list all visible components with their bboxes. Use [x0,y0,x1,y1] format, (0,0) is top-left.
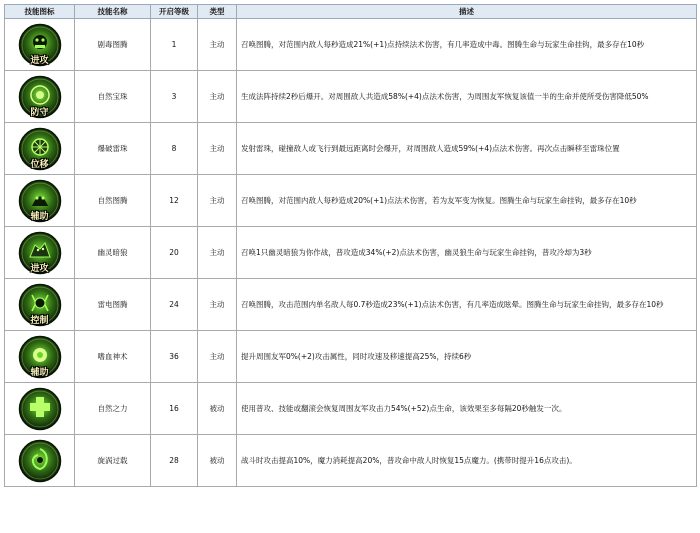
skill-level: 16 [151,383,198,435]
skill-category-badge: 辅助 [30,367,49,378]
skill-name: 自然宝珠 [75,71,151,123]
skill-name: 雷电图腾 [75,279,151,331]
skill-description: 召唤图腾，攻击范围内单名敌人每0.7秒造成23%(+1)点法术伤害，有几率造成眩晕。图腾生命与玩家生命挂钩，最多存在10秒 [237,279,697,331]
col-header-icon: 技能图标 [5,5,75,19]
skill-level: 36 [151,331,198,383]
skill-category-badge: 进攻 [30,55,49,66]
skill-name: 自然图腾 [75,175,151,227]
skill-level: 3 [151,71,198,123]
skill-level: 1 [151,19,198,71]
table-row [5,71,697,123]
skill-level: 20 [151,227,198,279]
nature-totem-icon [18,179,62,223]
skill-level: 24 [151,279,198,331]
col-header-desc: 描述 [237,5,697,19]
skill-name: 嗜血神术 [75,331,151,383]
skill-level: 12 [151,175,198,227]
skill-description: 战斗时攻击提高10%，魔力消耗提高20%，普攻命中敌人时恢复15点魔力。(携带时提升16点攻击)。 [237,435,697,487]
skill-category-badge: 位移 [30,159,49,170]
skill-type: 主动 [198,175,237,227]
skill-description: 使用普攻、技能或翻滚会恢复周围友军攻击力54%(+52)点生命，该效果至多每隔20秒触发一次。 [237,383,697,435]
col-header-level: 开启等级 [151,5,198,19]
skill-description: 提升周围友军0%(+2)攻击属性，同时攻速及移速提高25%，持续6秒 [237,331,697,383]
bloodlust-icon [18,335,62,379]
table-row [5,279,697,331]
skill-type: 主动 [198,331,237,383]
nature-power-icon [18,387,62,431]
skill-type: 被动 [198,383,237,435]
skill-type: 主动 [198,227,237,279]
skill-name: 爆破雷珠 [75,123,151,175]
nature-orb-icon [18,75,62,119]
skill-category-badge: 辅助 [30,211,49,222]
skill-name: 自然之力 [75,383,151,435]
skill-type: 主动 [198,71,237,123]
table-row [5,19,697,71]
header-row [5,5,697,19]
skill-description: 召唤图腾，对范围内敌人每秒造成21%(+1)点持续法术伤害，有几率造成中毒。图腾生命与玩家生命挂钩，最多存在10秒 [237,19,697,71]
skill-level: 28 [151,435,198,487]
skill-type: 主动 [198,279,237,331]
table-row [5,383,697,435]
col-header-type: 类型 [198,5,237,19]
skill-name: 旋涡过载 [75,435,151,487]
skill-icon-cell [5,383,75,435]
table-row [5,435,697,487]
skill-description: 生成法阵持续2秒后爆开。对周围敌人共造成58%(+4)点法术伤害，为周围友军恢复该值一半的生命并使所受伤害降低50% [237,71,697,123]
ghost-wolf-icon [18,231,62,275]
skill-category-badge: 控制 [30,315,49,326]
col-header-name: 技能名称 [75,5,151,19]
skill-type: 主动 [198,19,237,71]
skill-icon-cell [5,435,75,487]
skill-description: 召唤图腾，对范围内敌人每秒造成20%(+1)点法术伤害，若为友军变为恢复。图腾生命与玩家生命挂钩，最多存在10秒 [237,175,697,227]
table-row [5,175,697,227]
skill-icon-cell [5,227,75,279]
skill-icon-cell [5,279,75,331]
skill-category-badge: 防守 [30,107,49,118]
skill-icon-cell [5,175,75,227]
table-row [5,123,697,175]
skill-name: 幽灵暗狼 [75,227,151,279]
skill-icon-cell [5,331,75,383]
skill-type: 被动 [198,435,237,487]
thunder-orb-icon [18,127,62,171]
skill-table [4,4,697,487]
skill-icon-cell [5,123,75,175]
skill-level: 8 [151,123,198,175]
skill-type: 主动 [198,123,237,175]
vortex-overload-icon [18,439,62,483]
table-row [5,331,697,383]
skill-description: 召唤1只幽灵暗狼为你作战，普攻造成34%(+2)点法术伤害，幽灵狼生命与玩家生命挂钩，普攻冷却为3秒 [237,227,697,279]
skill-icon-cell [5,71,75,123]
thunder-totem-icon [18,283,62,327]
skill-name: 剧毒图腾 [75,19,151,71]
skill-description: 发射雷珠，碰撞敌人或飞行到最远距离时会爆开，对周围敌人造成59%(+4)点法术伤害。再次点击瞬移至雷珠位置 [237,123,697,175]
skill-icon-cell [5,19,75,71]
poison-totem-icon [18,23,62,67]
skill-category-badge: 进攻 [30,263,49,274]
table-row [5,227,697,279]
